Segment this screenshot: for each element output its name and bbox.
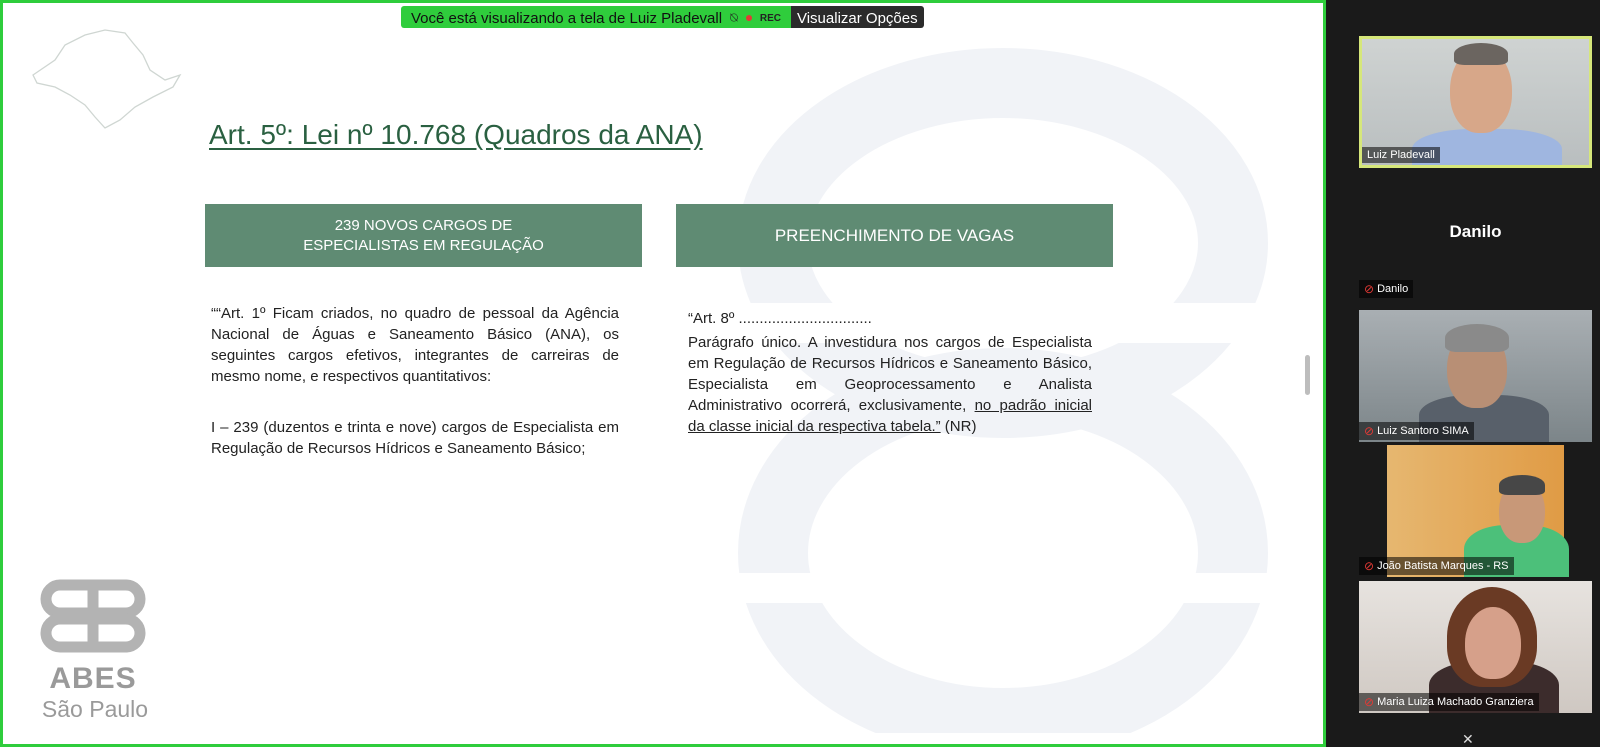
sole-paragraph xyxy=(688,332,1092,437)
participant-hair xyxy=(1454,43,1508,65)
split-drag-handle[interactable] xyxy=(1305,355,1310,395)
header-box-filling-vacancies: PREENCHIMENTO DE VAGAS xyxy=(676,204,1113,267)
mic-muted-icon: ⊘ xyxy=(1364,282,1375,296)
record-dot-icon xyxy=(746,15,752,21)
participant-nameplate xyxy=(1359,693,1539,711)
participants-panel xyxy=(1326,0,1600,747)
share-banner-text: Você está visualizando a tela de Luiz Pladevall xyxy=(411,9,723,27)
participant-name: João Batista Marques - RS xyxy=(1377,560,1509,572)
sole-paragraph-text: Parágrafo único. A investidura nos cargos de Especialista em Regulação de Recursos Hídricos e Saneamento Básico, Especialista em Geoprocessamento e Analista Administrativo ocorrerá, exclusivamente, xyxy=(688,334,1092,414)
abes-emblem-icon xyxy=(39,579,147,653)
participant-hair xyxy=(1499,475,1545,495)
participant-nameplate xyxy=(1362,147,1440,163)
participant-name: Luiz Pladevall xyxy=(1367,149,1435,161)
participant-nameplate xyxy=(1359,422,1474,440)
sole-paragraph-underlined: no padrão inicial da classe inicial da respectiva tabela.” xyxy=(688,397,1092,435)
slide-title: Art. 5º: Lei nº 10.768 (Quadros da ANA) xyxy=(209,119,703,150)
header-box-new-positions xyxy=(205,204,642,267)
recording-label: REC xyxy=(759,12,781,24)
participant-name: Danilo xyxy=(1377,283,1409,295)
header-box-line: ESPECIALISTAS EM REGULAÇÃO xyxy=(303,236,544,254)
participant-tile[interactable] xyxy=(1359,445,1592,577)
presentation-slide xyxy=(3,3,1323,744)
abes-logo-name: ABES xyxy=(49,662,137,695)
participant-tile[interactable] xyxy=(1359,310,1592,442)
participant-face xyxy=(1465,607,1521,679)
sole-paragraph-suffix: (NR) xyxy=(940,418,977,435)
participant-nameplate xyxy=(1359,280,1413,298)
mic-muted-icon: ⊘ xyxy=(1364,559,1375,573)
header-box-line: 239 NOVOS CARGOS DE xyxy=(334,216,513,234)
sao-paulo-map-icon xyxy=(25,25,185,135)
participant-name: Luiz Santoro SIMA xyxy=(1377,425,1469,437)
participant-tile[interactable] xyxy=(1359,581,1592,713)
mic-muted-icon: ⊘ xyxy=(1364,695,1375,709)
participant-tile[interactable] xyxy=(1359,36,1592,168)
participant-hair xyxy=(1445,324,1509,352)
participant-name: Maria Luiza Machado Granziera xyxy=(1377,696,1534,708)
abes-logo-subtitle: São Paulo xyxy=(41,696,149,722)
participant-name-large: Danilo xyxy=(1449,222,1502,241)
article-8-heading: “Art. 8º ................................ xyxy=(688,310,872,327)
participant-tile[interactable] xyxy=(1359,172,1592,302)
item-i-paragraph: I – 239 (duzentos e trinta e nove) cargos de Especialista em Regulação de Recursos Hídricos e Saneamento Básico; xyxy=(211,419,619,457)
chevron-down-icon[interactable]: ✕ xyxy=(1462,731,1474,747)
view-options-button[interactable]: Visualizar Opções xyxy=(791,6,924,28)
article-1-paragraph: ““Art. 1º Ficam criados, no quadro de pessoal da Agência Nacional de Águas e Saneamento Básico (ANA), os seguintes cargos efetivos, integrantes de carreiras de mesmo nome, e respectivos quantitativos: xyxy=(211,305,619,385)
participant-nameplate xyxy=(1359,557,1514,575)
mic-off-icon: ⍉ xyxy=(730,10,738,25)
screen-share-banner xyxy=(401,6,924,28)
mic-muted-icon: ⊘ xyxy=(1364,424,1375,438)
share-banner-message-box xyxy=(401,6,791,28)
abes-logo xyxy=(39,579,151,723)
